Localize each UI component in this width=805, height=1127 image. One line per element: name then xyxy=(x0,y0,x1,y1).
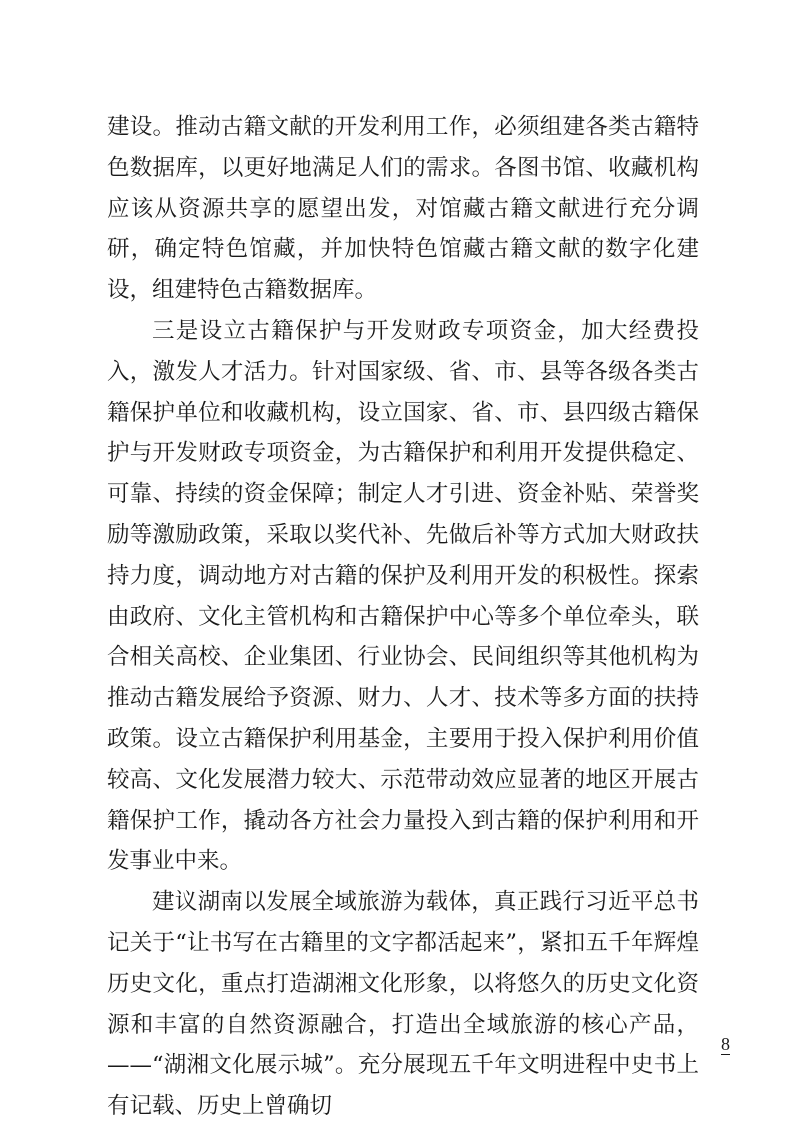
paragraph-3: 建议湖南以发展全域旅游为载体，真正践行习近平总书记关于“让书写在古籍里的文字都活起来”，紧扣五千年辉煌历史文化，重点打造湖湘文化形象，以将悠久的历史文化资源和丰富的自然资源融合，打造出全域旅游的核心产品，——“湖湘文化展示城”。充分展现五千年文明进程中史书上有记载、历史上曾确切 xyxy=(107,889,699,1120)
page-number: 8 xyxy=(721,1034,730,1054)
paragraph-2: 三是设立古籍保护与开发财政专项资金，加大经费投入，激发人才活力。针对国家级、省、市、县等各级各类古籍保护单位和收藏机构，设立国家、省、市、县四级古籍保护与开发财政专项资金，为古籍保护和利用开发提供稳定、可靠、持续的资金保障；制定人才引进、资金补贴、荣誉奖励等激励政策，采取以奖代补、先做后补等方式加大财政扶持力度，调动地方对古籍的保护及利用开发的积极性。探索由政府、文化主管机构和古籍保护中心等多个单位牵头，联合相关高校、企业集团、行业协会、民间组织等其他机构为推动古籍发展给予资源、财力、人才、技术等多方面的扶持政策。设立古籍保护利用基金，主要用于投入保护利用价值较高、文化发展潜力较大、示范带动效应显著的地区开展古籍保护工作，撬动各方社会力量投入到古籍的保护利用和开发事业中来。 xyxy=(107,317,699,875)
body-text xyxy=(107,107,699,1127)
paragraph-1: 建设。推动古籍文献的开发利用工作，必须组建各类古籍特色数据库，以更好地满足人们的需求。各图书馆、收藏机构应该从资源共享的愿望出发，对馆藏古籍文献进行充分调研，确定特色馆藏，并加快特色馆藏古籍文献的数字化建设，组建特色古籍数据库。 xyxy=(107,114,699,304)
